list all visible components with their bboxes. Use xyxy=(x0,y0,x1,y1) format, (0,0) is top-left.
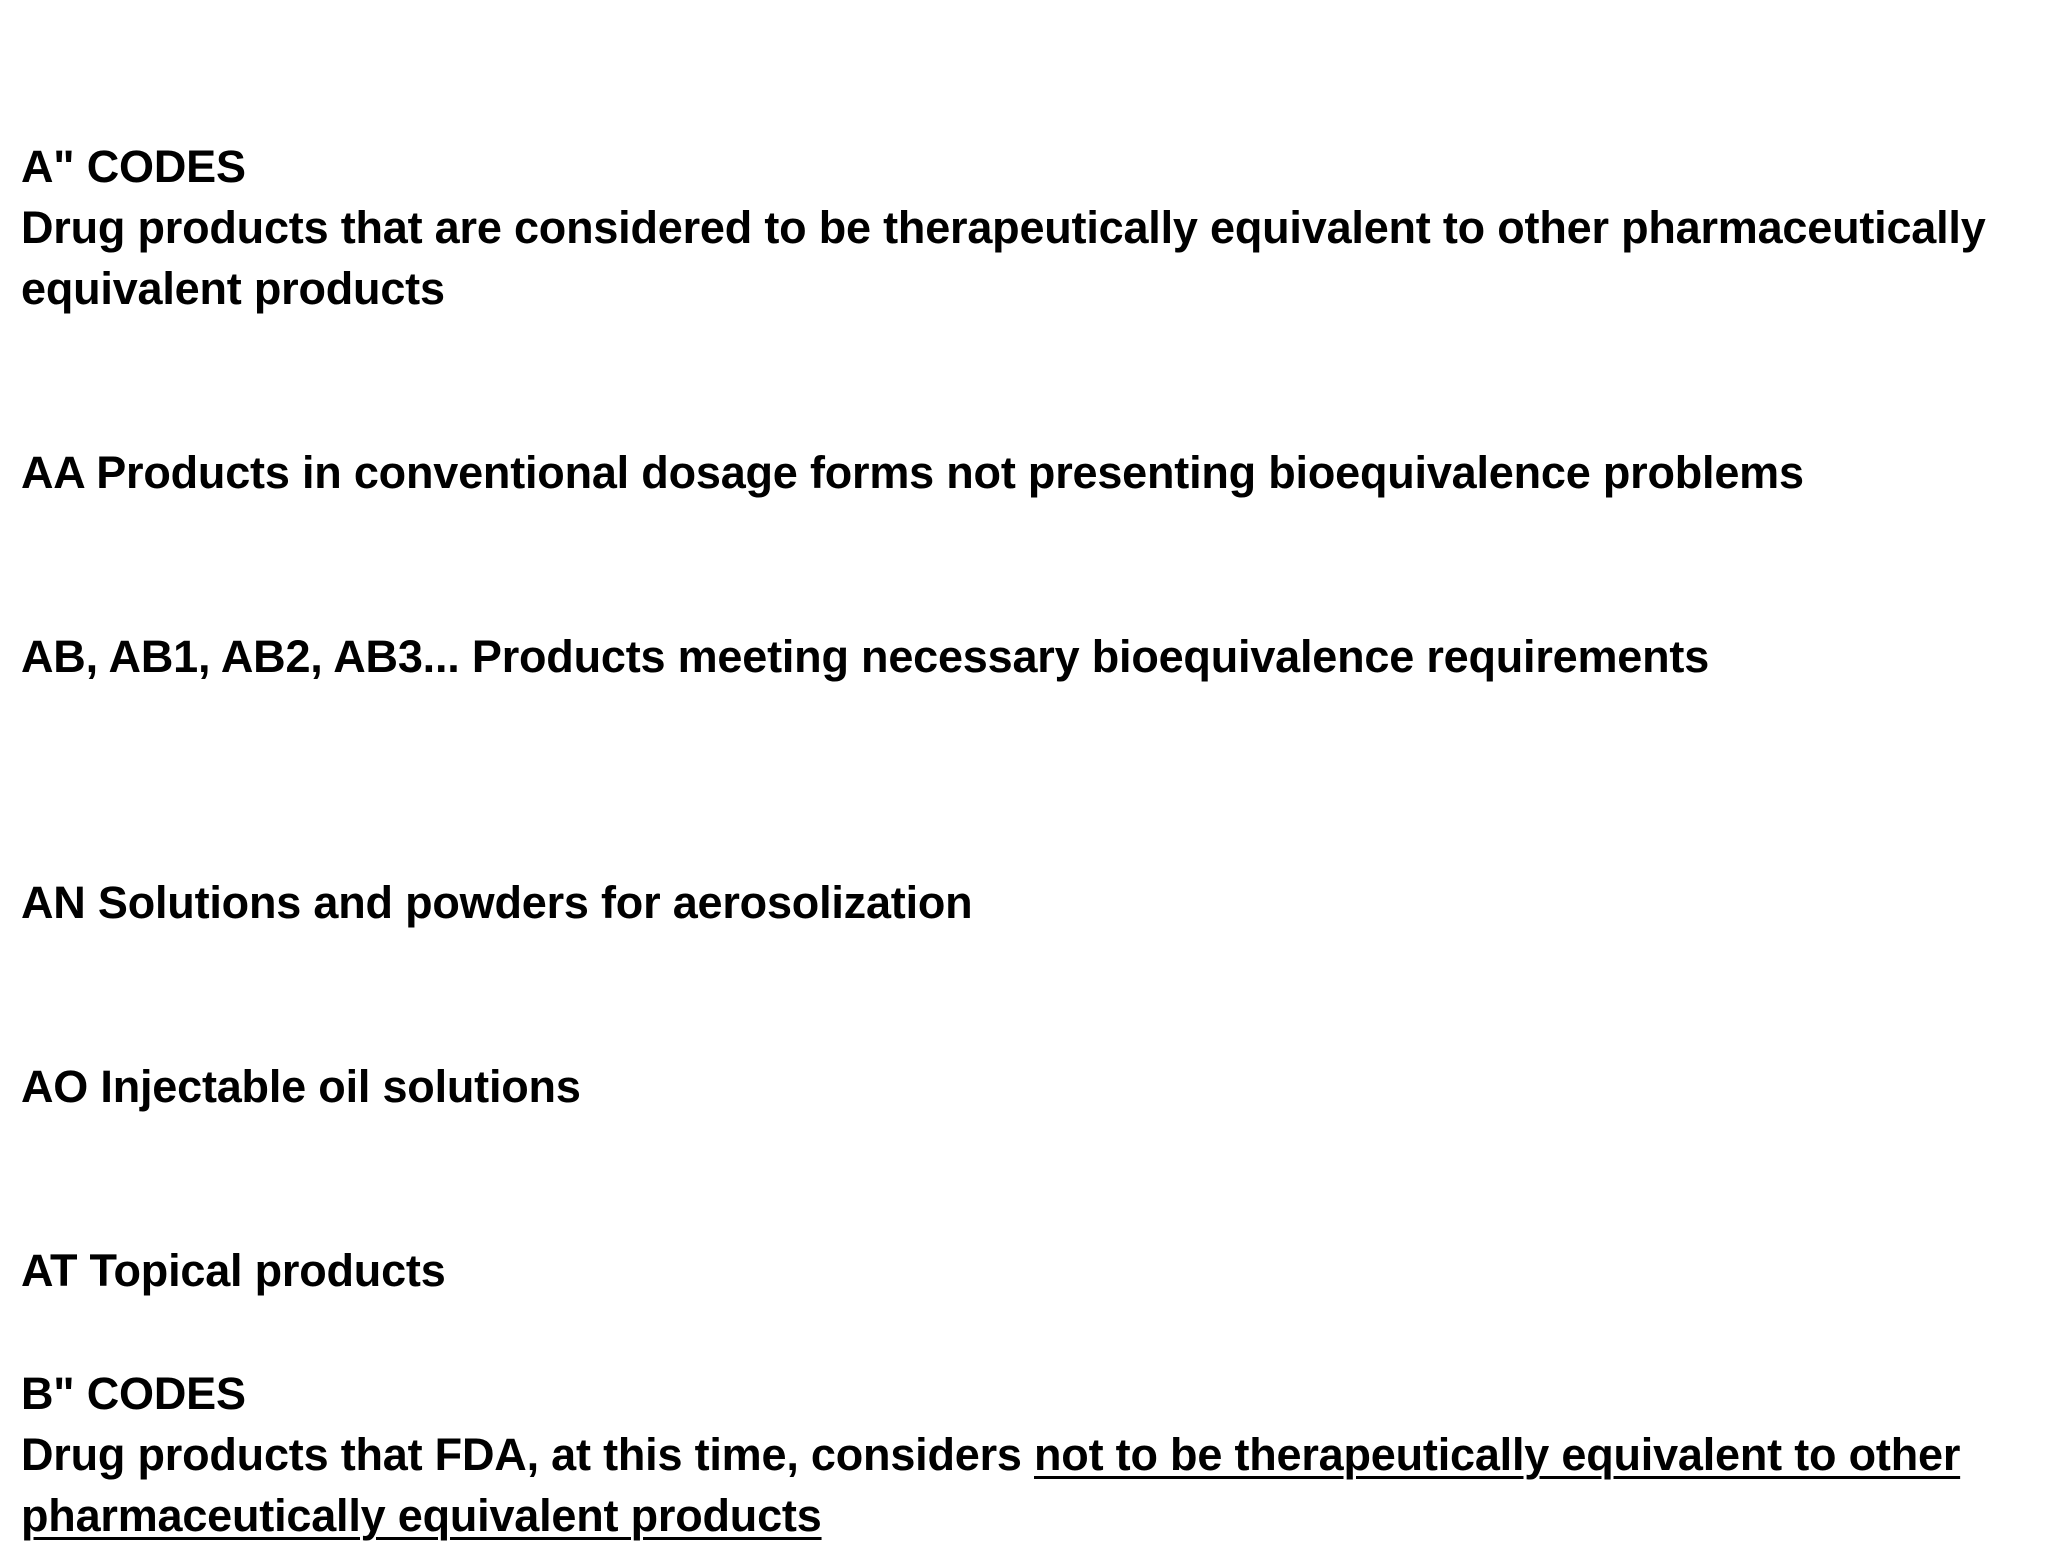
code-aa: AA Products in conventional dosage forms not presenting bioequivalence problems xyxy=(21,447,1804,498)
code-ao: AO Injectable oil solutions xyxy=(21,1061,581,1112)
b-codes-description-prefix: Drug products that FDA, at this time, considers xyxy=(21,1429,1035,1480)
b-codes-heading: B" CODES xyxy=(21,1368,246,1419)
b-codes-description-line-2 xyxy=(21,1485,822,1546)
code-an: AN Solutions and powders for aerosolization xyxy=(21,877,973,928)
a-codes-description-line-2: equivalent products xyxy=(21,263,445,314)
code-at: AT Topical products xyxy=(21,1245,446,1296)
b-codes-description-line-1 xyxy=(21,1424,1960,1485)
code-ab: AB, AB1, AB2, AB3... Products meeting necessary bioequivalence requirements xyxy=(21,631,1710,682)
b-codes-description-underlined-2: pharmaceutically equivalent products xyxy=(21,1490,822,1541)
a-codes-description-line-1: Drug products that are considered to be therapeutically equivalent to other pharmaceutically xyxy=(21,202,1986,253)
b-codes-description-underlined-1: not to be therapeutically equivalent to other xyxy=(1034,1429,1961,1480)
a-codes-heading: A" CODES xyxy=(21,141,246,192)
